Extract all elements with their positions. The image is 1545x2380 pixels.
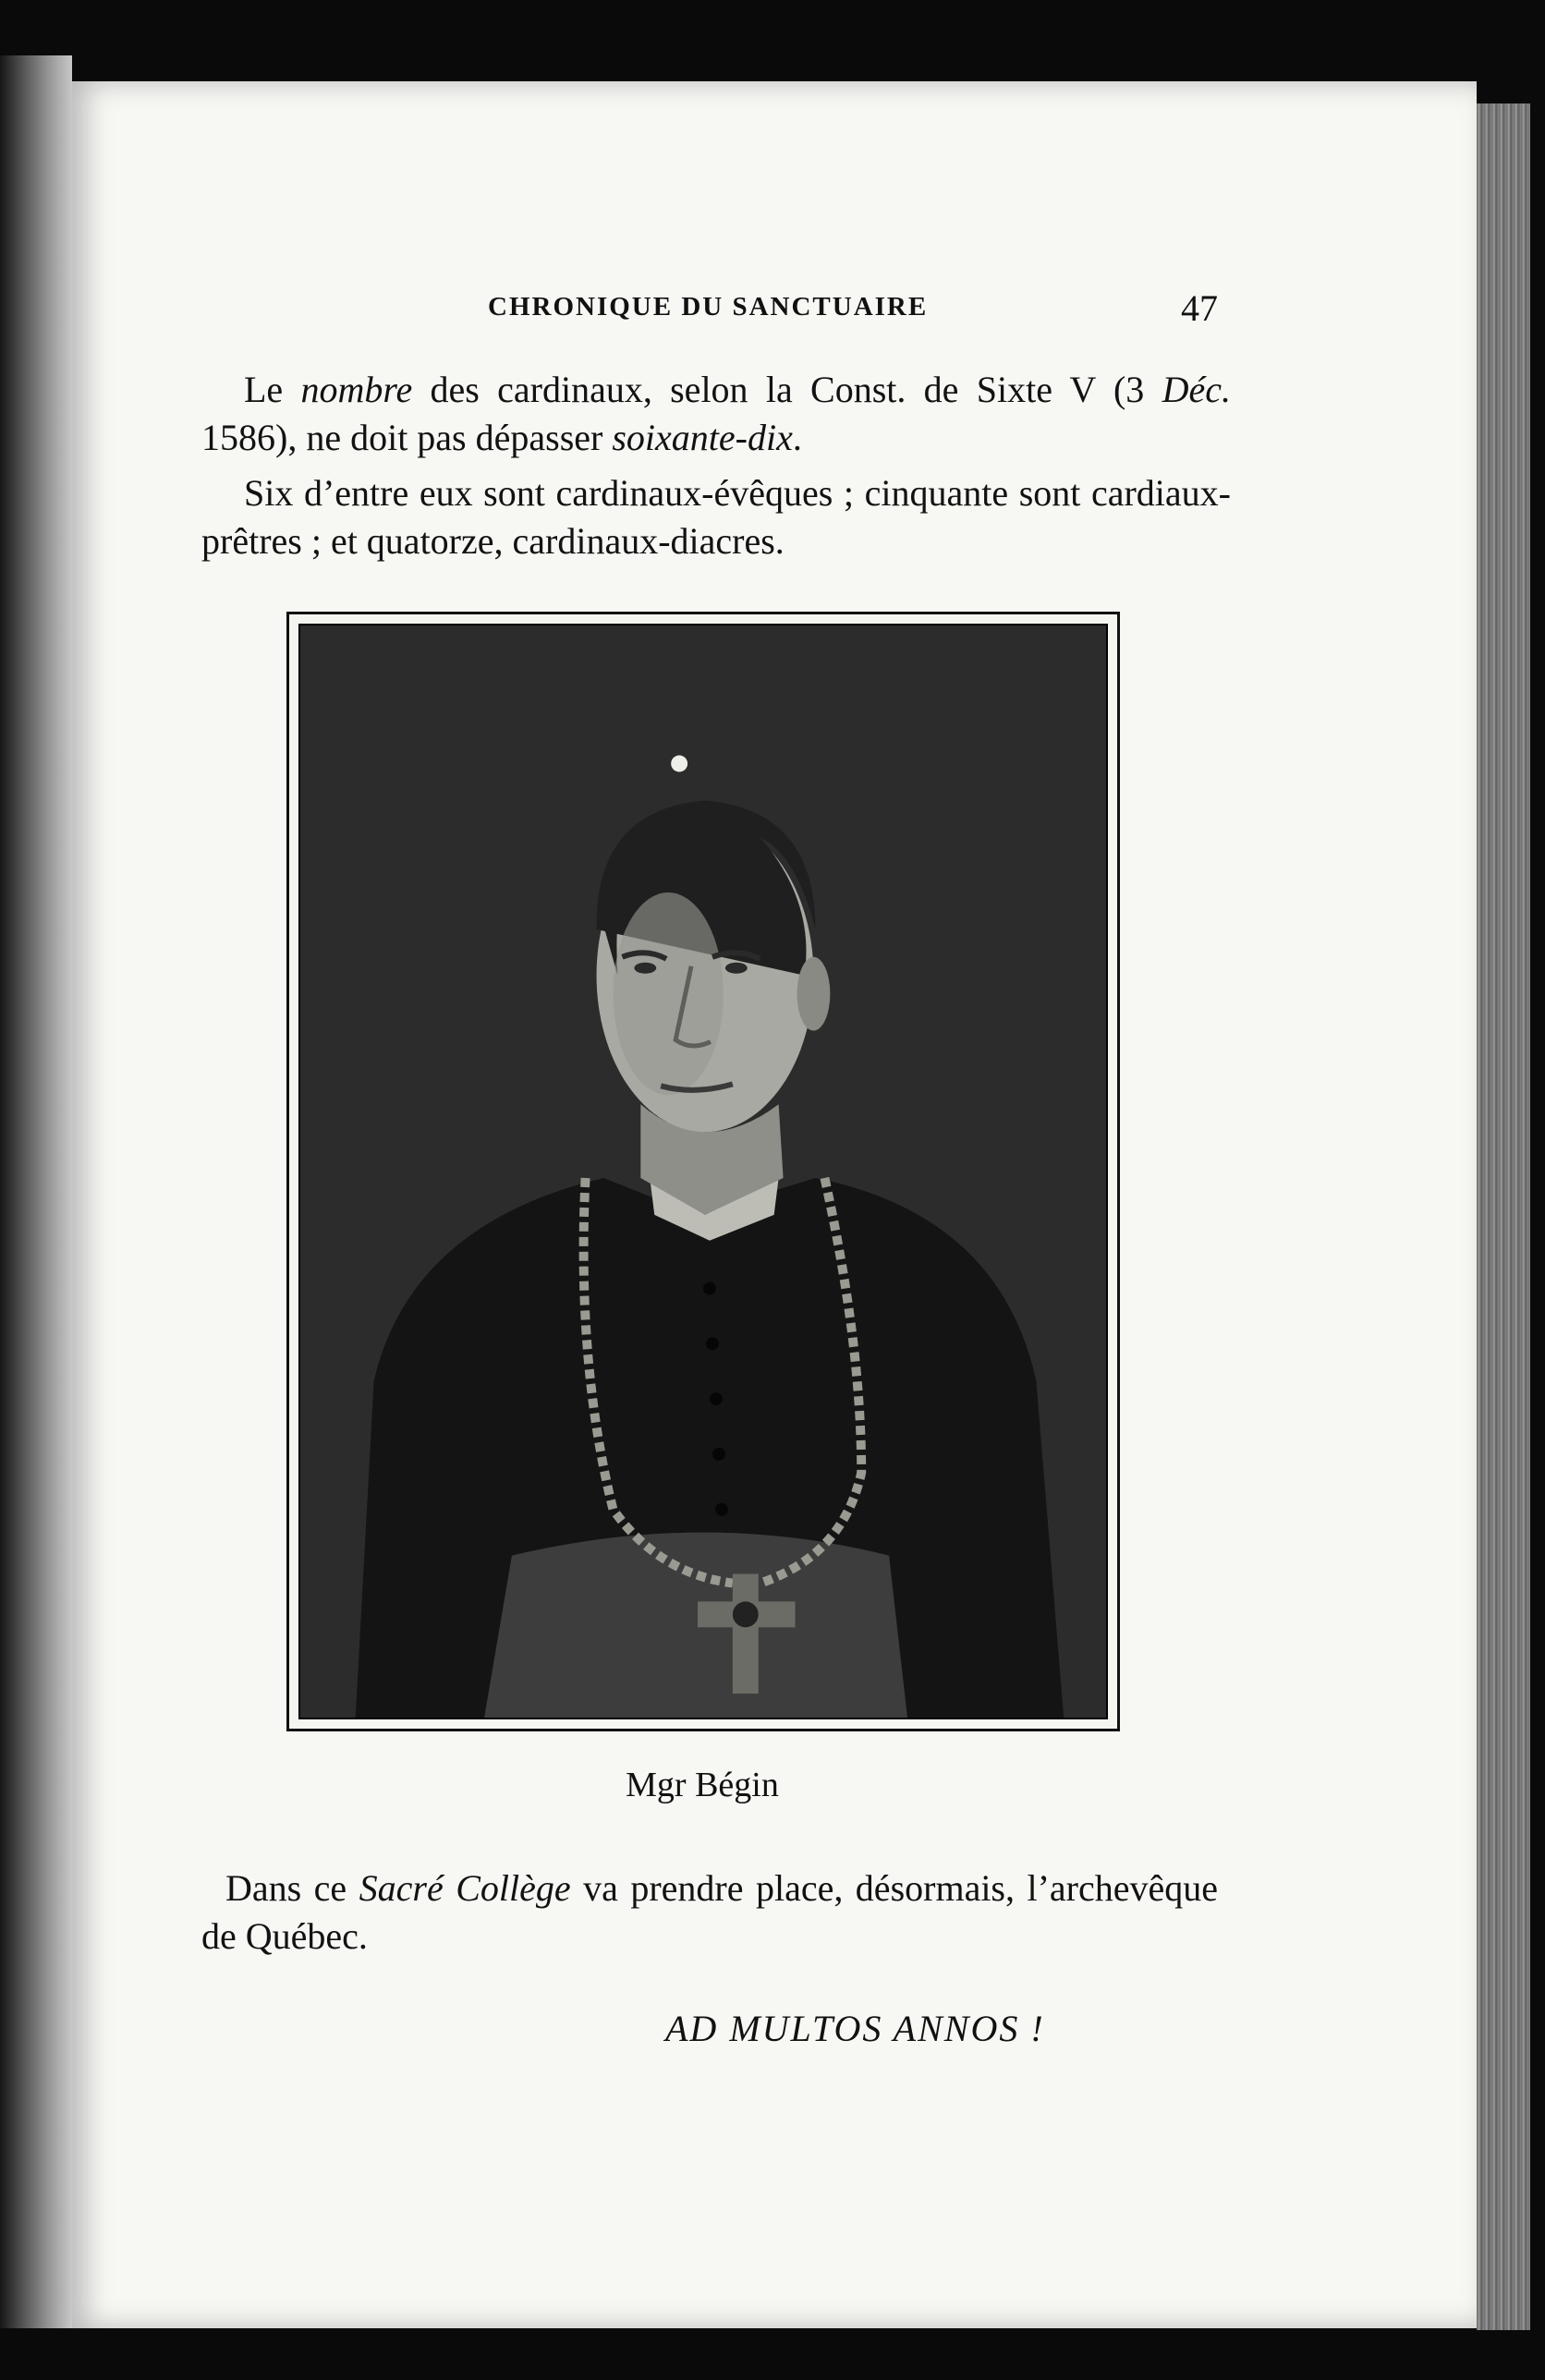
paragraph-cardinal-count: Le nombre des cardinaux, selon la Const. de Sixte V (3 Déc. 1586), ne doit pas dépasser soixante-dix. xyxy=(201,369,1231,458)
page-header xyxy=(488,287,1218,329)
page-stack-edge xyxy=(1477,103,1530,2330)
book-left-edge xyxy=(0,55,72,2328)
portrait-plate xyxy=(286,612,1120,1731)
page-number: 47 xyxy=(1181,287,1218,329)
portrait-illustration xyxy=(300,625,1106,1718)
closing-acclamation: AD MULTOS ANNOS ! xyxy=(665,2008,1045,2049)
running-title: CHRONIQUE DU SANCTUAIRE xyxy=(488,292,929,322)
paragraph-cardinal-orders: Six d’entre eux sont cardinaux-évêques ; cinquante sont cardiaux-prêtres ; et quatorze, cardinaux-diacres. xyxy=(201,472,1231,562)
portrait-photo xyxy=(298,624,1108,1719)
figure-caption: Mgr Bégin xyxy=(626,1766,779,1804)
paragraph-sacred-college: Dans ce Sacré Collège va prendre place, désormais, l’archevêque de Québec. xyxy=(201,1867,1218,1957)
